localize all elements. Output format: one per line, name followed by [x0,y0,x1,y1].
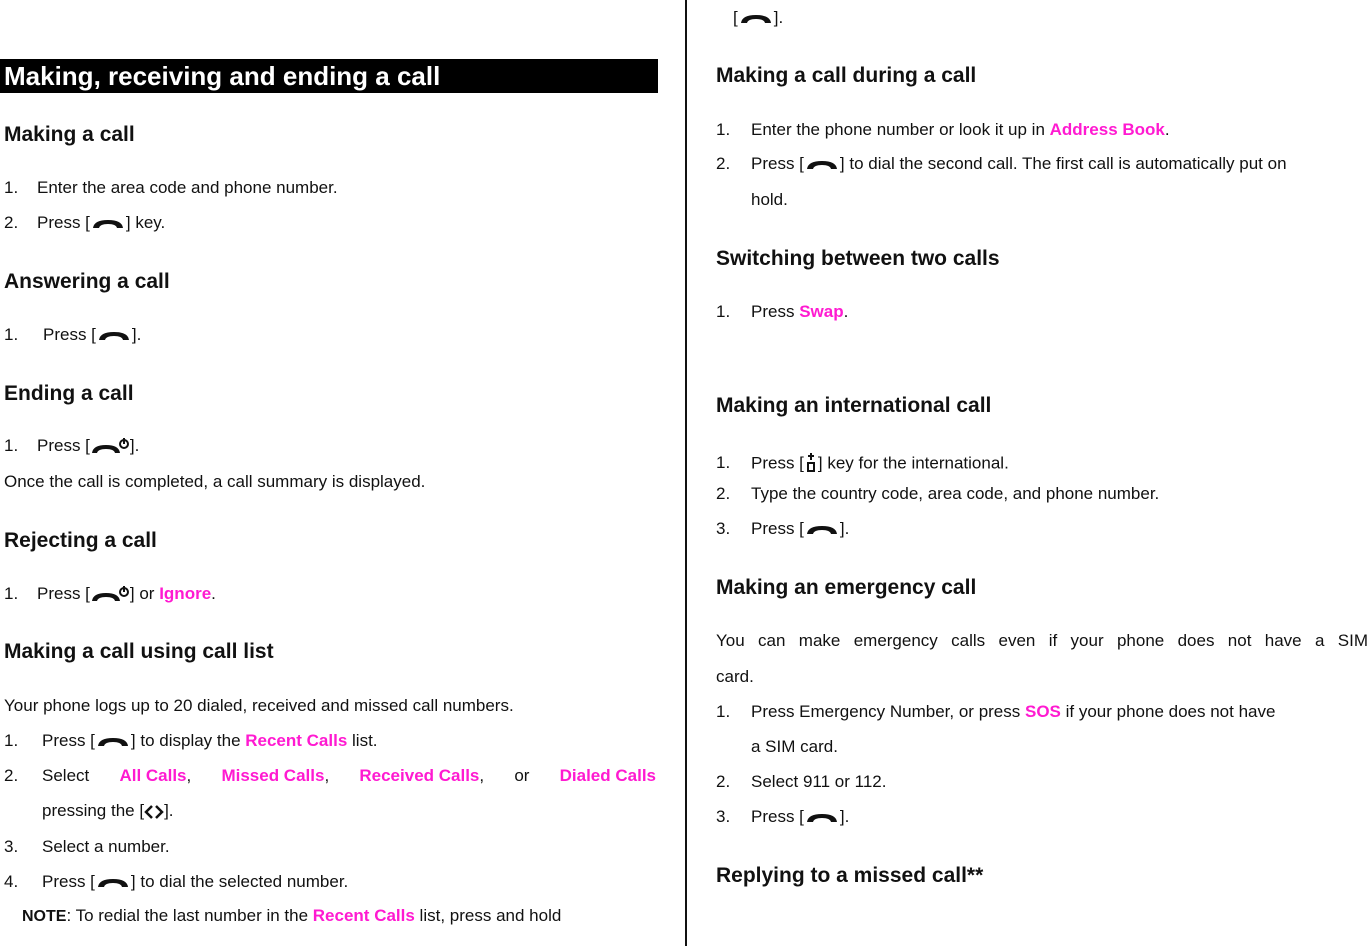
step-number: 1. [716,302,731,321]
step-text: ] to dial the second call. The first call is automatically put on [839,154,1287,173]
switching-step-1 [716,302,848,322]
step-number: 2. [716,484,731,503]
softkey-ignore: Ignore [159,584,212,603]
step-text: Press [ [42,731,95,750]
softkey-sos: SOS [1024,702,1061,721]
menu-received-calls: Received Calls [359,766,480,785]
international-step-1 [716,452,1009,476]
send-key-icon [90,216,126,232]
step-text: Select 911 or 112. [751,772,887,791]
calllist-intro: Your phone logs up to 20 dialed, received and missed call numbers. [4,696,514,715]
during-step-1 [716,120,1170,140]
step-number: 3. [716,519,731,538]
step-number: 1. [4,325,19,344]
emergency-step-1 [716,702,1275,722]
send-key-icon [96,328,132,344]
menu-recent-calls: Recent Calls [245,731,348,750]
heading-missed-call: Replying to a missed call** [716,864,984,887]
nav-key-icon [144,803,164,821]
note-text: : To redial the last number in the [66,906,313,925]
heading-international-call: Making an international call [716,394,992,417]
step-text: list. [347,731,378,750]
step-number: 4. [4,872,19,891]
ending-note: Once the call is completed, a call summary is displayed. [4,472,426,491]
step-number: 2. [716,772,731,791]
step-text: Press [ [37,436,90,455]
step-number: 3. [716,807,731,826]
step-text: . [843,302,849,321]
step-text: ] key. [125,213,166,232]
send-key-icon [804,157,840,173]
step-text: , [324,766,330,785]
end-key-icon [90,437,130,457]
note-text: list, press and hold [414,906,562,925]
note-label: NOTE [22,908,67,925]
emergency-step-3 [716,807,849,827]
step-text: Press [ [751,154,804,173]
menu-recent-calls: Recent Calls [312,906,415,925]
step-text: ]. [164,801,174,820]
step-text: Press [ [37,213,90,232]
heading-call-list: Making a call using call list [4,640,274,663]
step-text: ] key for the international. [817,453,1009,473]
emergency-intro: You can make emergency calls even if your phone does not have a SIM [716,631,1368,650]
step-text: if your phone does not have [1060,702,1276,721]
making-step-1 [4,178,338,198]
international-step-2 [716,484,1159,504]
step-text: , [479,766,485,785]
step-text: Enter the phone number or look it up in [751,120,1050,139]
heading-call-during-call: Making a call during a call [716,64,977,87]
end-key-icon [90,585,130,605]
step-text: Press Emergency Number, or press [751,702,1025,721]
note-text: ]. [773,8,784,27]
step-text: ] to display the [130,731,246,750]
step-text: ]. [839,519,850,538]
step-text: . [211,584,216,603]
send-key-icon [738,11,774,27]
step-text: Press [ [37,584,90,603]
step-text: ] to dial the selected number. [130,872,349,891]
softkey-swap: Swap [799,302,844,321]
step-number: 3. [4,837,19,856]
emergency-step-2 [716,772,886,792]
emergency-step-1-cont: a SIM card. [751,737,838,756]
rejecting-step-1 [4,584,216,605]
step-text: Press [ [751,519,804,538]
step-number: 1. [4,584,19,603]
send-key-icon [95,875,131,891]
heading-rejecting-a-call: Rejecting a call [4,529,157,552]
step-number: 2. [716,154,731,173]
step-text: Press [751,302,800,321]
step-text: Type the country code, area code, and phone number. [751,484,1160,503]
heading-switching-calls: Switching between two calls [716,247,1000,270]
menu-all-calls: All Calls [119,766,187,785]
calllist-note [22,906,561,926]
send-key-icon [95,734,131,750]
heading-ending-a-call: Ending a call [4,382,134,405]
step-text: Press [ [751,807,804,826]
step-text: pressing the [ [42,801,145,820]
send-key-icon [804,810,840,826]
calllist-step-2-cont [42,801,174,821]
step-text: ] or [129,584,160,603]
step-text: . [1164,120,1170,139]
menu-address-book: Address Book [1049,120,1165,139]
step-text: Select a number. [42,837,170,856]
calllist-step-3 [4,837,170,857]
heading-making-a-call: Making a call [4,123,135,146]
step-text: ]. [131,325,142,344]
calllist-step-2 [4,766,656,786]
step-text: Press [ [751,453,804,473]
step-number: 2. [4,213,19,232]
zero-plus-key-icon [804,452,818,476]
calllist-step-4 [4,872,348,892]
step-number: 1. [716,702,731,721]
emergency-intro-cont: card. [716,667,754,686]
step-number: 1. [4,178,19,197]
ending-step-1 [4,436,139,457]
menu-dialed-calls: Dialed Calls [559,766,656,785]
step-text: , [186,766,192,785]
note-text: [ [733,8,738,27]
calllist-step-1 [4,731,378,751]
step-number: 1. [716,453,731,473]
during-step-2-cont: hold. [751,190,788,209]
step-text: Press [ [43,325,96,344]
step-number: 2. [4,766,19,785]
international-step-3 [716,519,849,539]
step-text: Select [42,766,90,785]
column-divider [685,0,687,946]
step-text: ]. [129,436,140,455]
step-number: 1. [716,120,731,139]
heading-answering-a-call: Answering a call [4,270,170,293]
note-continuation [733,8,783,28]
step-text: Enter the area code and phone number. [37,178,338,197]
menu-missed-calls: Missed Calls [221,766,325,785]
section-banner: Making, receiving and ending a call [0,59,658,93]
step-text: ]. [839,807,850,826]
step-number: 1. [4,731,19,750]
step-text: Press [ [42,872,95,891]
answering-step-1 [4,325,141,345]
heading-emergency-call: Making an emergency call [716,576,977,599]
step-number: 1. [4,436,19,455]
during-step-2 [716,154,1287,174]
send-key-icon [804,522,840,538]
making-step-2 [4,213,165,233]
step-text: or [514,766,530,785]
